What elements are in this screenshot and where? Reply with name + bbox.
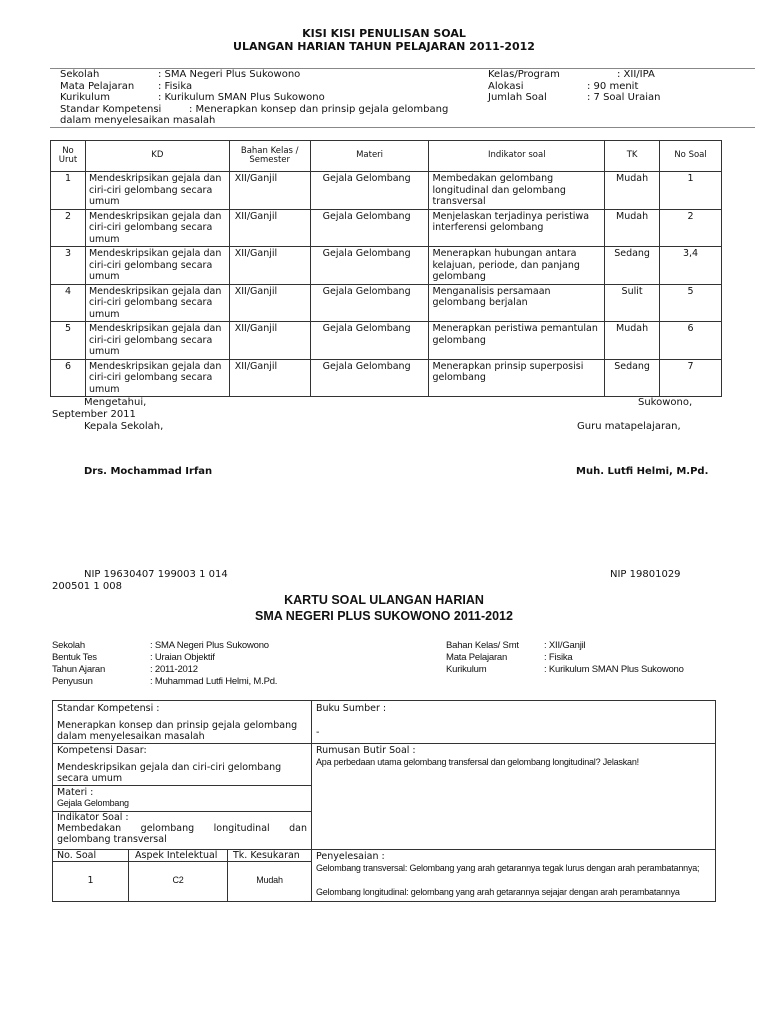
cell-soal: 5 <box>660 284 722 322</box>
cell-kd: Mendeskripsikan gejala dan ciri-ciri gelombang secara umum <box>85 172 229 210</box>
cell-no: 6 <box>51 359 86 397</box>
cell-indikator: Membedakan gelombang longitudinal dan gelombang transversal <box>429 172 605 210</box>
card-penyelesaian-2: Gelombang longitudinal: gelombang yang arah getarannya sejajar dengan arah perambatannya <box>316 887 680 897</box>
cell-indikator: Menerapkan peristiwa pemantulan gelombang <box>429 322 605 360</box>
info2-value-penyusun: : Muhammad Lutfi Helmi, M.Pd. <box>150 676 278 687</box>
cell-no: 3 <box>51 247 86 285</box>
cell-indikator: Menerapkan hubungan antara kelajuan, periode, dan panjang gelombang <box>429 247 605 285</box>
th-kd: KD <box>85 141 229 172</box>
cell-no: 1 <box>51 172 86 210</box>
info2-value-mapel: : Fisika <box>544 652 573 663</box>
cell-kelas: XII/Ganjil <box>229 247 310 285</box>
table-row <box>51 284 722 322</box>
info2-value-sekolah: : SMA Negeri Plus Sukowono <box>150 640 269 651</box>
card-buku-value: - <box>316 727 320 738</box>
sig-mengetahui: Mengetahui, <box>84 397 147 408</box>
info-value-jumlah: : 7 Soal Uraian <box>587 92 661 103</box>
doc1-title-line1: KISI KISI PENULISAN SOAL <box>302 27 466 40</box>
info-label-mapel: Mata Pelajaran <box>60 80 135 92</box>
card-rule <box>53 785 311 786</box>
info-label-jumlah: Jumlah Soal <box>488 92 547 103</box>
card-materi-label: Materi : <box>57 787 94 798</box>
info-value-kurikulum: : Kurikulum SMAN Plus Sukowono <box>158 92 325 103</box>
info-value-kelas: : XII/IPA <box>617 69 655 80</box>
sig-nip-continuation: 200501 1 008 <box>52 581 122 592</box>
info-value-sk: : Menerapkan konsep dan prinsip gejala gelombang <box>189 103 449 115</box>
sig-nip-kepala: NIP 19630407 199003 1 014 <box>84 569 228 580</box>
info2-label-bentuk-tes: Bentuk Tes <box>52 652 97 663</box>
sig-date: September 2011 <box>52 409 136 420</box>
cell-materi: Gejala Gelombang <box>310 284 429 322</box>
cell-tk: Sulit <box>605 284 660 322</box>
cell-materi: Gejala Gelombang <box>310 322 429 360</box>
cell-kelas: XII/Ganjil <box>229 322 310 360</box>
table-row <box>51 359 722 397</box>
card-rule <box>53 743 311 744</box>
th-no-urut: No Urut <box>51 141 86 172</box>
cell-materi: Gejala Gelombang <box>310 247 429 285</box>
cell-soal: 6 <box>660 322 722 360</box>
info2-value-kurikulum: : Kurikulum SMAN Plus Sukowono <box>544 664 684 675</box>
th-tk: TK <box>605 141 660 172</box>
card-materi-text: Gejala Gelombang <box>57 798 129 808</box>
doc2-title-line2: SMA NEGERI PLUS SUKOWONO 2011-2012 <box>255 609 513 623</box>
info2-label-kurikulum: Kurikulum <box>446 664 487 675</box>
card-indikator-text: Membedakan gelombang longitudinal dan gelombang transversal <box>57 823 307 845</box>
th-no-soal: No Soal <box>660 141 722 172</box>
info-value-sekolah: : SMA Negeri Plus Sukowono <box>158 69 301 80</box>
info2-label-mapel: Mata Pelajaran <box>446 652 508 663</box>
cell-tk: Mudah <box>605 172 660 210</box>
cell-soal: 2 <box>660 209 722 247</box>
info2-value-tahun: : 2011-2012 <box>150 664 198 675</box>
card-col-no-soal: No. Soal <box>57 850 97 861</box>
cell-materi: Gejala Gelombang <box>310 359 429 397</box>
cell-kelas: XII/Ganjil <box>229 359 310 397</box>
card-rumusan-label: Rumusan Butir Soal : <box>316 745 416 756</box>
cell-indikator: Menjelaskan terjadinya peristiwa interferensi gelombang <box>429 209 605 247</box>
cell-soal: 1 <box>660 172 722 210</box>
table-row <box>51 322 722 360</box>
info2-value-bentuk-tes: : Uraian Objektif <box>150 652 215 663</box>
card-val-aspek: C2 <box>172 875 184 885</box>
info2-label-tahun: Tahun Ajaran <box>52 664 106 675</box>
card-rule <box>311 743 715 744</box>
sig-place: Sukowono, <box>638 397 693 408</box>
th-materi: Materi <box>310 141 429 172</box>
info-label-kelas: Kelas/Program <box>488 69 560 80</box>
kisi-kisi-table <box>50 140 722 397</box>
cell-no: 4 <box>51 284 86 322</box>
cell-materi: Gejala Gelombang <box>310 172 429 210</box>
sig-nip-guru: NIP 19801029 <box>610 569 681 580</box>
card-val-tk: Mudah <box>256 875 283 885</box>
cell-kd: Mendeskripsikan gejala dan ciri-ciri gelombang secara umum <box>85 284 229 322</box>
cell-no: 2 <box>51 209 86 247</box>
cell-tk: Sedang <box>605 247 660 285</box>
cell-kd: Mendeskripsikan gejala dan ciri-ciri gelombang secara umum <box>85 209 229 247</box>
info2-label-penyusun: Penyusun <box>52 676 93 687</box>
cell-kelas: XII/Ganjil <box>229 172 310 210</box>
cell-soal: 3,4 <box>660 247 722 285</box>
cell-tk: Mudah <box>605 322 660 360</box>
sig-kepala-sekolah: Kepala Sekolah, <box>84 421 164 432</box>
card-penyelesaian-1: Gelombang transversal: Gelombang yang arah getarannya tegak lurus dengan arah perambatannya; <box>316 863 700 873</box>
sig-name-guru: Muh. Lutfi Helmi, M.Pd. <box>576 466 709 477</box>
doc1-header-bottom-rule <box>50 127 755 128</box>
cell-tk: Mudah <box>605 209 660 247</box>
card-sk-label: Standar Kompetensi : <box>57 703 160 714</box>
card-kd-text: Mendeskripsikan gejala dan ciri-ciri gelombang secara umum <box>57 762 282 784</box>
info2-label-bahan: Bahan Kelas/ Smt <box>446 640 519 651</box>
info2-value-bahan: : XII/Ganjil <box>544 640 586 651</box>
card-rumusan-text: Apa perbedaan utama gelombang transfersal dan gelombang longitudinal? Jelaskan! <box>316 757 639 767</box>
info-label-kurikulum: Kurikulum <box>60 92 110 103</box>
info-label-alokasi: Alokasi <box>488 80 524 92</box>
cell-soal: 7 <box>660 359 722 397</box>
cell-kelas: XII/Ganjil <box>229 284 310 322</box>
cell-indikator: Menganalisis persamaan gelombang berjalan <box>429 284 605 322</box>
doc2-title-line1: KARTU SOAL ULANGAN HARIAN <box>284 593 484 607</box>
kartu-soal-card <box>52 700 716 902</box>
cell-kd: Mendeskripsikan gejala dan ciri-ciri gelombang secara umum <box>85 247 229 285</box>
card-indikator-label: Indikator Soal : <box>57 812 129 823</box>
table-row <box>51 247 722 285</box>
cell-materi: Gejala Gelombang <box>310 209 429 247</box>
sig-guru: Guru matapelajaran, <box>577 421 681 432</box>
card-col-tk: Tk. Kesukaran <box>233 850 300 861</box>
cell-kelas: XII/Ganjil <box>229 209 310 247</box>
th-indikator: Indikator soal <box>429 141 605 172</box>
card-kd-label: Kompetensi Dasar: <box>57 745 147 756</box>
table-row <box>51 172 722 210</box>
table-header-row <box>51 141 722 172</box>
info2-label-sekolah: Sekolah <box>52 640 85 651</box>
cell-tk: Sedang <box>605 359 660 397</box>
card-penyelesaian-label: Penyelesaian : <box>316 851 385 862</box>
cell-kd: Mendeskripsikan gejala dan ciri-ciri gelombang secara umum <box>85 359 229 397</box>
card-buku-label: Buku Sumber : <box>316 703 387 714</box>
card-sk-text: Menerapkan konsep dan prinsip gejala gelombang dalam menyelesaikan masalah <box>57 720 298 742</box>
info-label-sk: Standar Kompetensi <box>60 103 162 115</box>
table-row <box>51 209 722 247</box>
card-col-aspek: Aspek Intelektual <box>135 850 218 861</box>
info-sk-continuation: dalam menyelesaikan masalah <box>60 115 216 126</box>
doc1-title-line2: ULANGAN HARIAN TAHUN PELAJARAN 2011-2012 <box>233 40 535 53</box>
cell-indikator: Menerapkan prinsip superposisi gelombang <box>429 359 605 397</box>
cell-kd: Mendeskripsikan gejala dan ciri-ciri gelombang secara umum <box>85 322 229 360</box>
card-rule <box>53 861 311 862</box>
cell-no: 5 <box>51 322 86 360</box>
th-bahan-kelas: Bahan Kelas / Semester <box>229 141 310 172</box>
card-divider-vertical <box>311 701 312 901</box>
card-val-no: 1 <box>87 875 94 886</box>
info-label-sekolah: Sekolah <box>60 69 100 80</box>
info-value-mapel: : Fisika <box>158 80 193 92</box>
sig-name-kepala: Drs. Mochammad Irfan <box>84 466 213 477</box>
info-value-alokasi: : 90 menit <box>587 80 639 92</box>
